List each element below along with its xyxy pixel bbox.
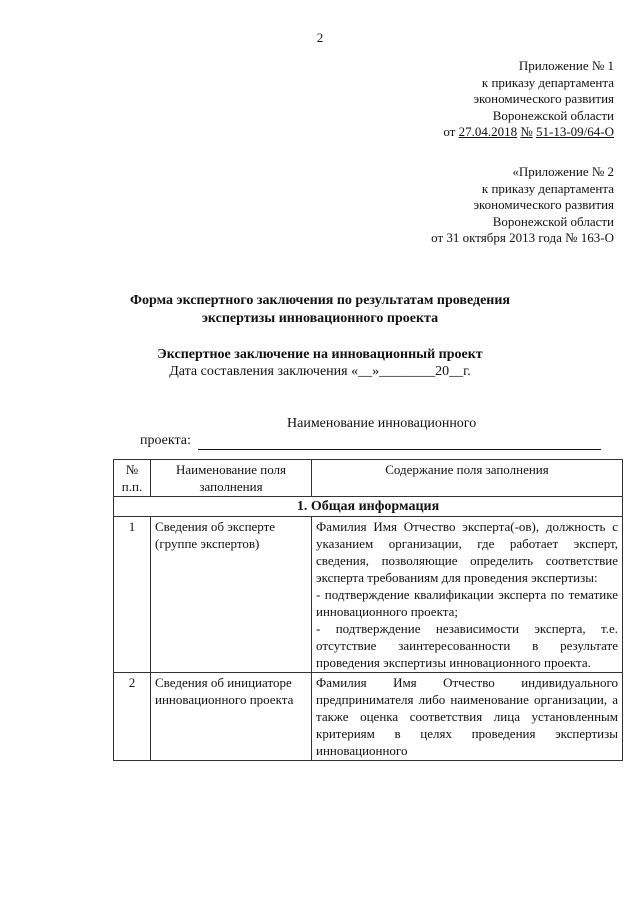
expert-form-table <box>113 459 623 761</box>
appendix-2-line3: экономического развития <box>473 197 614 212</box>
appendix-1-line2: к приказу департамента <box>481 74 614 90</box>
appendix-2-line2: к приказу департамента <box>481 180 614 196</box>
page-number: 2 <box>316 30 324 45</box>
section-title: 1. Общая информация <box>114 497 623 517</box>
table-row <box>114 673 623 761</box>
appendix-1-num-sign: № <box>520 124 533 139</box>
row-num: 2 <box>114 673 151 761</box>
row-content-para: Фамилия Имя Отчество эксперта(-ов), должность с указанием организации, где работает эксперт, сведения, позволяющие определить соответствие эксперта требованиям для проведения экспертизы: <box>316 519 618 585</box>
appendix-1-date-line <box>443 124 614 141</box>
form-title-line1: Форма экспертного заключения по результатам проведения <box>129 293 511 308</box>
conclusion-title: Экспертное заключение на инновационный проект <box>157 347 483 362</box>
header-field: Наименование поля заполнения <box>151 460 312 497</box>
appendix-2-line1: «Приложение № 2 <box>512 164 614 179</box>
header-content: Содержание поля заполнения <box>312 460 623 497</box>
form-title <box>0 292 640 328</box>
appendix-1-number: 51-13-09/64-О <box>536 124 614 139</box>
appendix-1-from: от <box>443 124 456 139</box>
appendix-1-date: 27.04.2018 <box>458 124 518 139</box>
row-field: Сведения об инициаторе инновационного проекта <box>151 673 312 761</box>
project-name-label-cont: проекта: <box>140 433 191 448</box>
page-bottom-margin <box>0 810 640 905</box>
appendix-1-line1: Приложение № 1 <box>518 58 614 73</box>
project-name-label: Наименование инновационного <box>287 416 477 431</box>
appendix-2-line4: Воронежской области <box>492 213 614 229</box>
table-header-row <box>114 460 623 497</box>
appendix-2-line5: от 31 октября 2013 года № 163-О <box>431 230 614 245</box>
project-name-field[interactable] <box>198 449 601 450</box>
row-content <box>312 673 623 761</box>
form-title-line2: экспертизы инновационного проекта <box>201 311 439 326</box>
row-field: Сведения об эксперте (группе экспертов) <box>151 517 312 673</box>
header-num: № п.п. <box>114 460 151 497</box>
row-content-para: - подтверждение независимости эксперта, т.е. отсутствие заинтересованности в результате проведения экспертизы инновационного проекта. <box>316 621 618 670</box>
appendix-1-block <box>443 58 614 141</box>
row-content-para: Фамилия Имя Отчество индивидуального предпринимателя либо наименование организации, а также оценка соответствия лица установленным критериям в целях проведения экспертизы инновационного <box>316 675 618 758</box>
appendix-1-line3: экономического развития <box>473 91 614 106</box>
appendix-1-line4: Воронежской области <box>492 107 614 123</box>
table-row <box>114 517 623 673</box>
row-num: 1 <box>114 517 151 673</box>
appendix-2-block <box>431 164 614 247</box>
row-content-para: - подтверждение квалификации эксперта по тематике инновационного проекта; <box>316 587 618 619</box>
section-row <box>114 497 623 517</box>
conclusion-date-line: Дата составления заключения «__»________20__г. <box>169 364 471 379</box>
row-content <box>312 517 623 673</box>
